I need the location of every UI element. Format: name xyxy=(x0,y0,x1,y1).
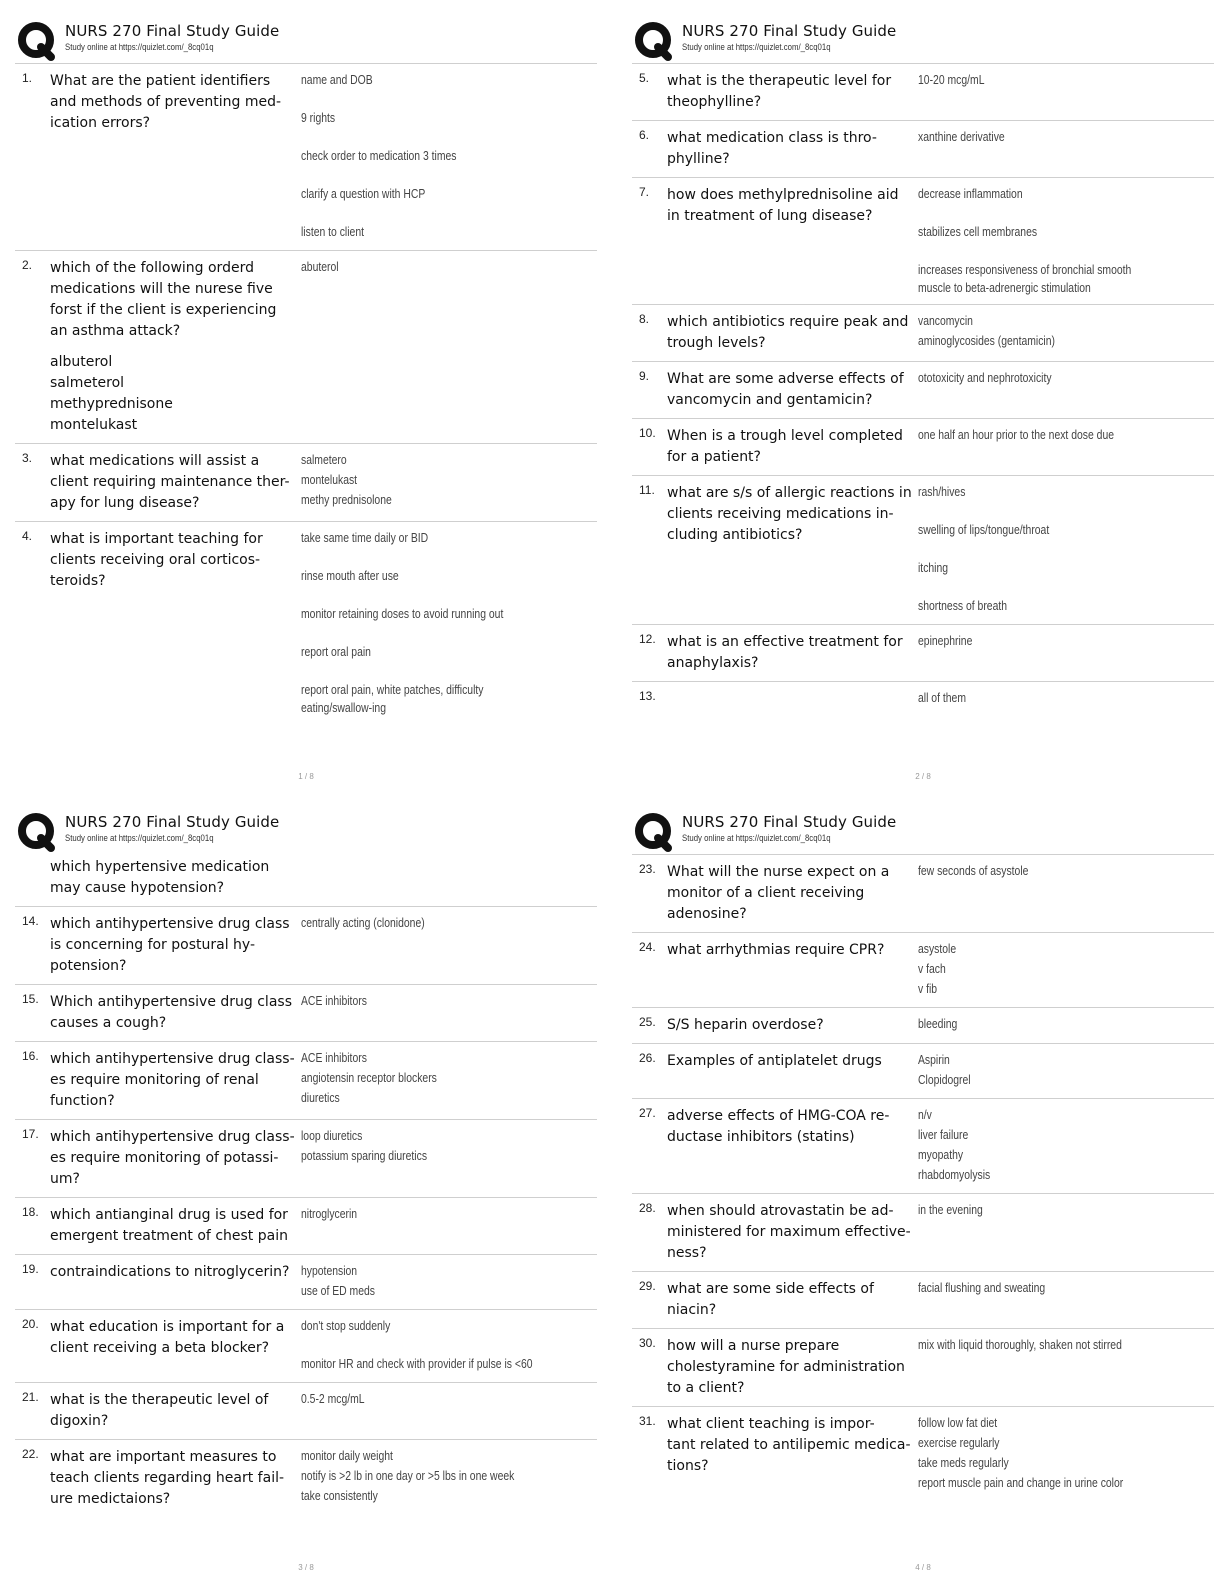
card-question xyxy=(667,185,918,297)
answer-line: monitor retaining doses to avoid running out xyxy=(301,606,504,621)
answer-line: nitroglycerin xyxy=(301,1206,358,1221)
card-number: 3. xyxy=(22,451,33,465)
answer-line: use of ED meds xyxy=(301,1283,375,1298)
card-question xyxy=(667,632,918,674)
card-answer xyxy=(301,529,538,717)
question-line: what is the therapeutic level for theophylline? xyxy=(667,73,892,110)
page-number: 4 / 8 xyxy=(915,1563,931,1572)
card-question xyxy=(667,1051,918,1091)
question-line: which antihypertensive drug class is concerning for postural hy- xyxy=(50,916,290,953)
page-number: 1 / 8 xyxy=(298,772,314,781)
card-answer xyxy=(301,1262,538,1302)
answer-line: rhabdomyolysis xyxy=(918,1167,991,1182)
card-question xyxy=(667,1414,918,1494)
question-line: what is important teaching for clients receiving oral corticos- xyxy=(50,531,263,568)
answer-line: report oral pain, white patches, difficulty eating/swallow-ing xyxy=(301,682,484,715)
question-line: may cause hypotension? xyxy=(50,880,225,896)
card-answer xyxy=(918,1015,1155,1036)
page-4 xyxy=(632,806,1214,1576)
flashcard-row xyxy=(632,177,1214,304)
card-question xyxy=(50,71,301,243)
question-line: methyprednisone xyxy=(50,396,173,412)
answer-line: hypotension xyxy=(301,1263,358,1278)
question-line: teroids? xyxy=(50,573,106,589)
flashcard-row xyxy=(632,1328,1214,1406)
question-line: which hypertensive medication xyxy=(50,859,270,875)
page-3 xyxy=(15,806,597,1576)
question-line: what medications will assist a client requiring maintenance ther- xyxy=(50,453,290,490)
page-header xyxy=(632,806,1214,854)
question-line: what arrhythmias require CPR? xyxy=(667,942,885,958)
card-question xyxy=(667,689,918,709)
answer-line: clarify a question with HCP xyxy=(301,186,426,201)
answer-line: montelukast xyxy=(301,472,358,487)
card-number: 10. xyxy=(639,426,656,440)
answer-line: bleeding xyxy=(918,1016,958,1031)
card-answer xyxy=(918,862,1155,925)
question-line: how does methylprednisoline aid in treatment of lung disease? xyxy=(667,187,899,224)
answer-line: in the evening xyxy=(918,1202,983,1217)
answer-line: aminoglycosides (gentamicin) xyxy=(918,333,1055,348)
question-line: salmeterol xyxy=(50,375,125,391)
question-line: tions? xyxy=(667,1458,709,1474)
question-line: montelukast xyxy=(50,417,138,433)
flashcard-row xyxy=(632,1043,1214,1098)
answer-line: salmetero xyxy=(301,452,347,467)
card-answer xyxy=(918,1336,1155,1399)
card-question xyxy=(667,1201,918,1264)
card-number: 20. xyxy=(22,1317,39,1331)
question-line: What are the patient identifiers and methods of preventing med- xyxy=(50,73,282,110)
card-number: 26. xyxy=(639,1051,656,1065)
answer-line: vancomycin xyxy=(918,313,973,328)
card-number: 7. xyxy=(639,185,650,199)
card-number: 24. xyxy=(639,940,656,954)
card-question xyxy=(667,1336,918,1399)
answer-line: report muscle pain and change in urine color xyxy=(918,1475,1124,1490)
quizlet-logo-icon xyxy=(17,21,57,61)
answer-line: monitor HR and check with provider if pulse is <60 xyxy=(301,1356,533,1371)
card-number: 22. xyxy=(22,1447,39,1461)
card-question xyxy=(50,1205,301,1247)
answer-line: centrally acting (clonidone) xyxy=(301,915,425,930)
card-number: 23. xyxy=(639,862,656,876)
answer-line: abuterol xyxy=(301,259,339,274)
flashcard-row xyxy=(15,1439,597,1517)
answer-line: facial flushing and sweating xyxy=(918,1280,1046,1295)
question-line: es require monitoring of renal function? xyxy=(50,1072,259,1109)
answer-line: all of them xyxy=(918,690,966,705)
card-answer xyxy=(301,992,538,1034)
card-question xyxy=(50,914,301,977)
answer-line: myopathy xyxy=(918,1147,964,1162)
flashcard-row xyxy=(632,361,1214,418)
answer-line: one half an hour prior to the next dose due xyxy=(918,427,1115,442)
card-answer xyxy=(301,258,538,436)
page-header xyxy=(15,15,597,63)
card-question xyxy=(667,71,918,113)
flashcard-row xyxy=(15,906,597,984)
card-answer xyxy=(918,1051,1155,1091)
answer-line: increases responsiveness of bronchial smooth muscle to beta-adrenergic stimulation xyxy=(918,262,1132,295)
card-question xyxy=(667,940,918,1000)
card-number: 11. xyxy=(639,483,655,497)
question-line: what is the therapeutic level of digoxin? xyxy=(50,1392,269,1429)
answer-line: exercise regularly xyxy=(918,1435,1000,1450)
answer-line: epinephrine xyxy=(918,633,973,648)
question-line: ness? xyxy=(667,1245,707,1261)
card-question xyxy=(667,1279,918,1321)
page-header xyxy=(632,15,1214,63)
quizlet-logo-icon xyxy=(17,812,57,852)
question-line: what are important measures to teach clients regarding heart fail- xyxy=(50,1449,285,1486)
answer-line: angiotensin receptor blockers xyxy=(301,1070,437,1085)
study-online-link[interactable]: Study online at https://quizlet.com/_8cq01q xyxy=(65,42,214,53)
answer-line: Clopidogrel xyxy=(918,1072,971,1087)
answer-line: shortness of breath xyxy=(918,598,1008,613)
card-answer xyxy=(301,1205,538,1247)
card-answer xyxy=(918,128,1155,170)
flashcard-row xyxy=(15,1119,597,1197)
card-answer xyxy=(918,483,1155,617)
question-line: When is a trough level completed for a patient? xyxy=(667,428,903,465)
question-line: which antibiotics require peak and trough levels? xyxy=(667,314,909,351)
answer-line: Aspirin xyxy=(918,1052,950,1067)
page-1 xyxy=(15,15,597,785)
card-question xyxy=(667,1015,918,1036)
question-line: what client teaching is impor- xyxy=(667,1416,875,1432)
question-line: when should atrovastatin be ad- xyxy=(667,1203,894,1219)
card-question xyxy=(667,128,918,170)
answer-line: potassium sparing diuretics xyxy=(301,1148,428,1163)
card-question xyxy=(50,992,301,1034)
card-answer xyxy=(918,71,1155,113)
question-line: what are some side effects of niacin? xyxy=(667,1281,874,1318)
card-question xyxy=(50,451,301,514)
answer-line: take consistently xyxy=(301,1488,378,1503)
page-2 xyxy=(632,15,1214,785)
answer-line: n/v xyxy=(918,1107,932,1122)
card-number: 28. xyxy=(639,1201,656,1215)
flashcard-row xyxy=(632,681,1214,716)
card-question xyxy=(50,529,301,717)
question-line: adverse effects of HMG-COA re- xyxy=(667,1108,890,1124)
question-line: which antianginal drug is used for emergent treatment of chest pain xyxy=(50,1207,288,1244)
card-question xyxy=(50,1049,301,1112)
flashcard-row xyxy=(632,63,1214,120)
answer-line: name and DOB xyxy=(301,72,373,87)
answer-line: take meds regularly xyxy=(918,1455,1009,1470)
page-title: NURS 270 Final Study Guide xyxy=(682,22,897,40)
card-answer xyxy=(301,914,538,977)
card-answer xyxy=(918,632,1155,674)
spacer xyxy=(50,342,297,352)
answer-line: rash/hives xyxy=(918,484,966,499)
card-answer xyxy=(918,1414,1155,1494)
question-line: which antihypertensive drug class- xyxy=(50,1129,295,1145)
study-online-link[interactable]: Study online at https://quizlet.com/_8cq01q xyxy=(682,42,831,53)
flashcard-row xyxy=(632,624,1214,681)
card-number: 27. xyxy=(639,1106,656,1120)
question-line: ication errors? xyxy=(50,115,151,131)
card-question xyxy=(50,258,301,436)
answer-line: asystole xyxy=(918,941,957,956)
card-answer xyxy=(918,1279,1155,1321)
page-header xyxy=(15,806,597,854)
question-line: ure medictaions? xyxy=(50,1491,171,1507)
card-answer xyxy=(918,1201,1155,1264)
flashcard-row xyxy=(15,1197,597,1254)
flashcard-row xyxy=(632,932,1214,1007)
card-number: 12. xyxy=(639,632,656,646)
quizlet-logo-icon xyxy=(634,21,674,61)
card-number: 13. xyxy=(639,689,656,703)
page-title: NURS 270 Final Study Guide xyxy=(65,813,280,831)
card-answer xyxy=(301,1390,538,1432)
card-question xyxy=(50,1127,301,1190)
answer-line: 10-20 mcg/mL xyxy=(918,72,985,87)
answer-line: monitor daily weight xyxy=(301,1448,393,1463)
card-number: 5. xyxy=(639,71,650,85)
answer-line: ototoxicity and nephrotoxicity xyxy=(918,370,1052,385)
flashcard-row xyxy=(632,1193,1214,1271)
answer-line: rinse mouth after use xyxy=(301,568,399,583)
flashcard-row xyxy=(632,1271,1214,1328)
card-number: 15. xyxy=(22,992,39,1006)
answer-line: v fib xyxy=(918,981,938,996)
question-line: es require monitoring of potassi- xyxy=(50,1150,279,1166)
flashcard-row xyxy=(632,475,1214,624)
answer-line: 0.5-2 mcg/mL xyxy=(301,1391,365,1406)
flashcard-row xyxy=(632,854,1214,932)
answer-line: ACE inhibitors xyxy=(301,1050,367,1065)
answer-line: itching xyxy=(918,560,949,575)
card-number: 4. xyxy=(22,529,33,543)
card-number: 19. xyxy=(22,1262,39,1276)
card-number: 1. xyxy=(22,71,33,85)
card-number: 18. xyxy=(22,1205,39,1219)
card-question xyxy=(50,1262,301,1302)
question-line: What will the nurse expect on a monitor of a client receiving adenosine? xyxy=(667,864,890,922)
flashcard-row xyxy=(632,304,1214,361)
question-line: S/S heparin overdose? xyxy=(667,1017,824,1033)
flashcard-row xyxy=(15,1041,597,1119)
card-answer xyxy=(301,1317,538,1375)
flashcard-row xyxy=(632,1406,1214,1501)
card-question xyxy=(50,1390,301,1432)
question-line: apy for lung disease? xyxy=(50,495,200,511)
question-line: albuterol xyxy=(50,354,113,370)
answer-line: few seconds of asystole xyxy=(918,863,1029,878)
card-question xyxy=(50,1317,301,1375)
card-answer xyxy=(918,1106,1155,1186)
flashcard-row xyxy=(15,443,597,521)
answer-line: mix with liquid thoroughly, shaken not stirred xyxy=(918,1337,1122,1352)
card-answer xyxy=(918,369,1155,411)
flashcard-row xyxy=(15,984,597,1041)
question-line: what is an effective treatment for anaphylaxis? xyxy=(667,634,903,671)
page-number: 3 / 8 xyxy=(298,1563,314,1572)
question-line: tant related to antilipemic medica- xyxy=(667,1437,911,1453)
answer-line: diuretics xyxy=(301,1090,340,1105)
flashcard-row xyxy=(632,1098,1214,1193)
study-online-link[interactable]: Study online at https://quizlet.com/_8cq01q xyxy=(682,833,831,844)
card-number: 17. xyxy=(22,1127,39,1141)
card-question xyxy=(667,312,918,354)
answer-line: ACE inhibitors xyxy=(301,993,367,1008)
page-title: NURS 270 Final Study Guide xyxy=(65,22,280,40)
flashcard-row xyxy=(632,120,1214,177)
card-question xyxy=(50,1447,301,1510)
question-line: phylline? xyxy=(667,151,730,167)
card-question xyxy=(667,1106,918,1186)
card-number: 25. xyxy=(639,1015,656,1029)
page-title: NURS 270 Final Study Guide xyxy=(682,813,897,831)
flashcard-row xyxy=(15,521,597,724)
flashcard-row xyxy=(632,1007,1214,1043)
flashcard-row xyxy=(632,418,1214,475)
page-number: 2 / 8 xyxy=(915,772,931,781)
flashcard-row xyxy=(15,250,597,443)
card-number: 9. xyxy=(639,369,650,383)
flashcard-row xyxy=(15,1382,597,1439)
card-number: 21. xyxy=(22,1390,39,1404)
question-line: cluding antibiotics? xyxy=(667,527,803,543)
answer-line: liver failure xyxy=(918,1127,969,1142)
card-number: 16. xyxy=(22,1049,39,1063)
question-line: ductase inhibitors (statins) xyxy=(667,1129,855,1145)
answer-line: listen to client xyxy=(301,224,365,239)
card-answer xyxy=(918,940,1155,1000)
card-answer xyxy=(918,426,1155,468)
card-answer xyxy=(918,689,1155,709)
card-number: 8. xyxy=(639,312,650,326)
answer-line: 9 rights xyxy=(301,110,336,125)
card-question xyxy=(667,862,918,925)
answer-line: xanthine derivative xyxy=(918,129,1005,144)
card-answer xyxy=(918,185,1155,297)
question-line: what education is important for a client receiving a beta blocker? xyxy=(50,1319,285,1356)
flashcard-row xyxy=(15,63,597,250)
card-number: 30. xyxy=(639,1336,656,1350)
card-number: 2. xyxy=(22,258,33,272)
answer-line: swelling of lips/tongue/throat xyxy=(918,522,1050,537)
question-line: What are some adverse effects of vancomycin and gentamicin? xyxy=(667,371,904,408)
question-line: what are s/s of allergic reactions in clients receiving medications in- xyxy=(667,485,912,522)
question-line: potension? xyxy=(50,958,127,974)
question-line: which of the following orderd medications will the nurese five forst if the client is experiencing an asthma attack? xyxy=(50,260,277,339)
question-line: which antihypertensive drug class- xyxy=(50,1051,295,1067)
answer-line: follow low fat diet xyxy=(918,1415,998,1430)
quizlet-logo-icon xyxy=(634,812,674,852)
continued-question xyxy=(15,854,597,906)
answer-line: loop diuretics xyxy=(301,1128,363,1143)
answer-line: methy prednisolone xyxy=(301,492,392,507)
question-line: contraindications to nitroglycerin? xyxy=(50,1264,290,1280)
answer-line: notify is >2 lb in one day or >5 lbs in one week xyxy=(301,1468,515,1483)
card-answer xyxy=(301,71,538,243)
answer-line: report oral pain xyxy=(301,644,371,659)
question-line: ministered for maximum effective- xyxy=(667,1224,911,1240)
card-number: 14. xyxy=(22,914,39,928)
card-answer xyxy=(301,1447,538,1510)
card-question xyxy=(667,426,918,468)
question-line: how will a nurse prepare cholestyramine for administration to a client? xyxy=(667,1338,905,1396)
answer-line: check order to medication 3 times xyxy=(301,148,457,163)
question-line: Examples of antiplatelet drugs xyxy=(667,1053,882,1069)
card-question xyxy=(667,369,918,411)
question-line: Which antihypertensive drug class causes a cough? xyxy=(50,994,292,1031)
card-answer xyxy=(301,1049,538,1112)
flashcard-row xyxy=(15,1254,597,1309)
card-number: 6. xyxy=(639,128,650,142)
card-answer xyxy=(301,1127,538,1190)
study-online-link[interactable]: Study online at https://quizlet.com/_8cq01q xyxy=(65,833,214,844)
card-number: 31. xyxy=(639,1414,656,1428)
card-answer xyxy=(918,312,1155,354)
card-answer xyxy=(301,451,538,514)
answer-line: decrease inflammation xyxy=(918,186,1023,201)
card-question xyxy=(667,483,918,617)
answer-line: stabilizes cell membranes xyxy=(918,224,1038,239)
answer-line: v fach xyxy=(918,961,946,976)
answer-line: don't stop suddenly xyxy=(301,1318,391,1333)
answer-line: take same time daily or BID xyxy=(301,530,429,545)
question-line: um? xyxy=(50,1171,80,1187)
question-line: what medication class is thro- xyxy=(667,130,877,146)
card-number: 29. xyxy=(639,1279,656,1293)
flashcard-row xyxy=(15,1309,597,1382)
